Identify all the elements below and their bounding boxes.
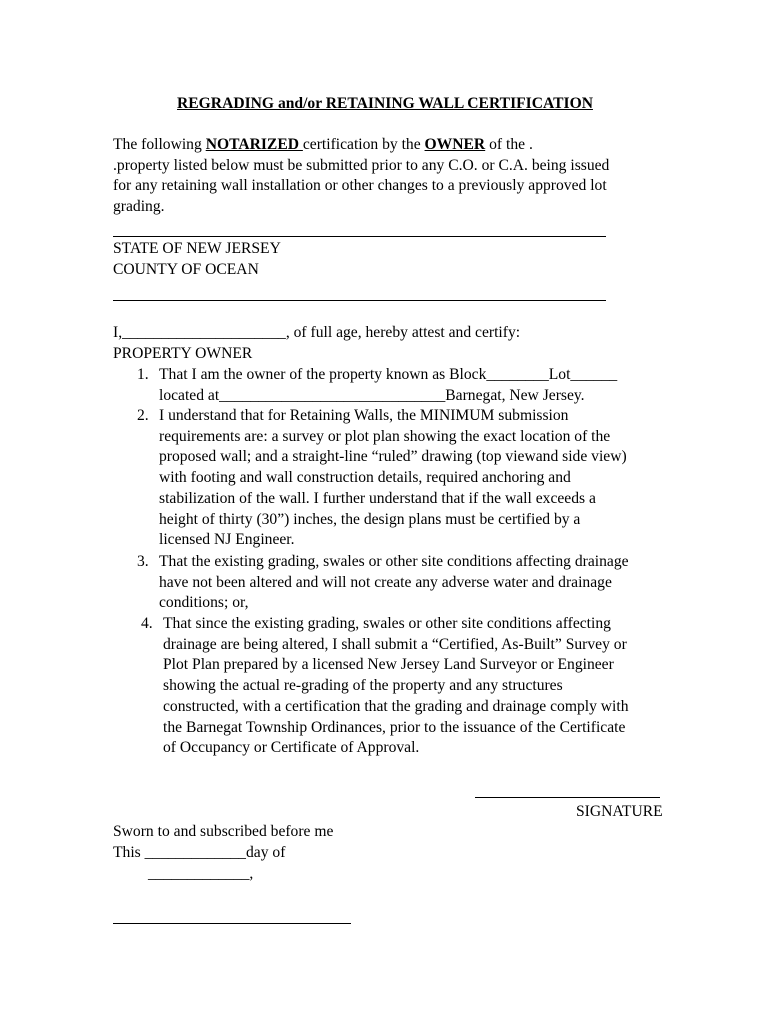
document-title: REGRADING and/or RETAINING WALL CERTIFICATION <box>177 95 593 112</box>
venue-bottom-rule <box>113 300 606 301</box>
item-1-number: 1. <box>137 366 149 383</box>
item-3-text: That the existing grading, swales or other site conditions affecting drainage have not been altered and will not create any adverse water and drainage conditions; or, <box>159 553 629 612</box>
venue-top-rule <box>113 236 606 237</box>
item-3-number: 3. <box>137 553 149 570</box>
intro-paragraph <box>113 135 693 218</box>
item-4-text: That since the existing grading, swales or other site conditions affecting drainage are being altered, I shall submit a “Certified, As-Built” Survey or Plot Plan prepared by a licensed New Jersey Land Surveyor or Engineer showing the actual re-grading of the property and any structures constructed, with a certification that the grading and drainage comply with the Barnegat Township Ordinances, prior to the issuance of the Certificate of Occupancy or Certificate of Approval. <box>163 615 629 757</box>
owner-emphasis: OWNER <box>424 136 486 153</box>
month-blank-line: _____________, <box>148 865 254 882</box>
notary-signature-line <box>113 923 351 924</box>
this-day-line: This _____________day of <box>113 844 286 861</box>
item-2-text: I understand that for Retaining Walls, the MINIMUM submission requirements are: a survey or plot plan showing the exact location of the proposed wall; and a straight-line “ruled” drawing (top viewand side view) with footing and wall construction details, required anchoring and stabilization of the wall. I further understand that if the wall exceeds a height of thirty (30”) inches, the design plans must be certified by a licensed NJ Engineer. <box>159 407 627 549</box>
item-2-number: 2. <box>137 407 149 424</box>
county-line: COUNTY OF OCEAN <box>113 261 259 278</box>
intro-text-pre: The following <box>113 136 206 153</box>
intro-text-mid: certification by the <box>302 136 425 153</box>
signature-line <box>475 797 660 798</box>
attest-line: I,_____________________, of full age, hereby attest and certify: <box>113 324 521 341</box>
intro-text-post: of the . .property listed below must be submitted prior to any C.O. or C.A. being issued for any retaining wall installation or other changes to a previously approved lot grading. <box>113 136 610 216</box>
state-line: STATE OF NEW JERSEY <box>113 240 281 257</box>
sworn-line: Sworn to and subscribed before me <box>113 823 334 840</box>
item-1-text: That I am the owner of the property known as Block________Lot______ located at_____________________________Barnegat, New Jersey. <box>159 366 618 404</box>
notarized-emphasis: NOTARIZED <box>205 136 303 153</box>
item-4-number: 4. <box>141 615 153 632</box>
signature-label: SIGNATURE <box>576 803 663 820</box>
property-owner-heading: PROPERTY OWNER <box>113 345 253 362</box>
